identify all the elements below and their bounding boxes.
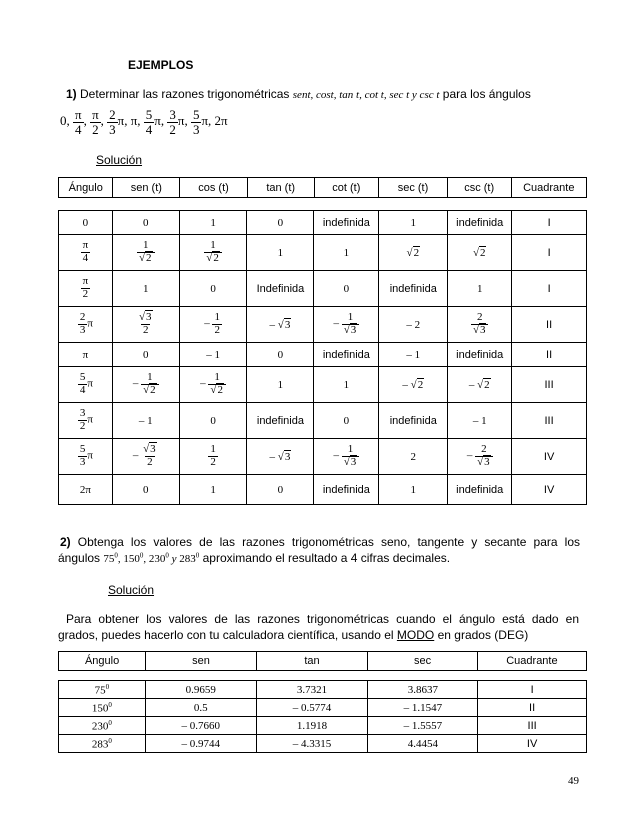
table2 — [58, 680, 587, 753]
page-number: 49 — [568, 775, 579, 787]
table-row: $\frac{2}{3}$ π $\frac{√3}{2}$ – $\frac{1}{2}$ – √3 – $\frac{1}{√3}$ – 2 $\frac{2}{√3}$ II — [59, 307, 587, 343]
table-row: 2π 0 1 0 indefinida 1 indefinida IV — [59, 475, 587, 505]
exercise-2-line2: ángulos $75^0$, $150^0$, $230^0$ y $283^0$ aproximando el resultado a 4 cifras decimales. — [58, 551, 451, 565]
col-header: tan (t) — [247, 178, 314, 198]
exercise-1-statement — [66, 87, 531, 101]
table-row: $\frac{\pi}{2}$ 1 0 Indefinida 0 indefinida 1 I — [59, 271, 587, 307]
table-row: $\frac{5}{3}$ π – $\frac{√3}{2}$ $\frac{1}{2}$ – √3 – $\frac{1}{√3}$ 2 – $\frac{2}{√3}$ IV — [59, 439, 587, 475]
exercise-number: 1) — [66, 87, 77, 101]
heading: EJEMPLOS — [128, 58, 194, 72]
table-row: $\frac{\pi}{4}$ $\frac{1}{√2}$ $\frac{1}{√2}$ 1 1 √2 √2 I — [59, 235, 587, 271]
mode-word: MODO — [396, 628, 435, 642]
angle-list: 0, $\frac{\pi}{4}$ , $\frac{\pi}{2}$ , $\frac{2}{3}$ π, π, $\frac{5}{4}$ π, $\frac{3}{2}$ π, $\frac{5}{3}$ π, 2π — [60, 107, 228, 137]
table-row: $\frac{5}{4}$ π – $\frac{1}{√2}$ – $\frac{1}{√2}$ 1 1 – √2 – √2 III — [59, 367, 587, 403]
paragraph-line2: grados, puedes hacerlo con tu calculadora científica, usando el MODO en grados (DEG) — [58, 628, 529, 642]
exercise-2-line1: 2) Obtenga los valores de las razones trigonométricas seno, tangente y secante para los — [60, 535, 580, 549]
table-row: $\frac{3}{2}$ π – 1 0 indefinida 0 indefinida – 1 III — [59, 403, 587, 439]
table-row: $150^0$ 0.5 – 0.5774 – 1.1547 II — [59, 699, 587, 717]
table-row: $230^0$ – 0.7660 1.1918 – 1.5557 III — [59, 717, 587, 735]
table-row: $75^0$ 0.9659 3.7321 3.8637 I — [59, 681, 587, 699]
col-header: Cuadrante — [477, 652, 586, 671]
table2-header — [58, 651, 587, 671]
exercise-text-end: para los ángulos — [442, 87, 531, 101]
col-header: sen — [146, 652, 257, 671]
table1 — [58, 210, 587, 505]
solution-label-2: Solución — [108, 583, 155, 597]
function-list: sent, cost, tan t, cot t, sec t y csc t — [292, 89, 440, 101]
col-header: cos (t) — [180, 178, 248, 198]
table-row: 0 0 1 0 indefinida 1 indefinida I — [59, 211, 587, 235]
col-header: tan — [256, 652, 368, 671]
paragraph-line1: Para obtener los valores de las razones trigonométricas cuando el ángulo está dado en — [66, 612, 579, 626]
col-header: sec (t) — [379, 178, 448, 198]
exercise-text: Determinar las razones trigonométricas — [80, 87, 290, 101]
col-header: sen (t) — [113, 178, 180, 198]
col-header: Ángulo — [59, 178, 113, 198]
solution-label-1: Solución — [96, 153, 143, 167]
table-row: π 0 – 1 0 indefinida – 1 indefinida II — [59, 343, 587, 367]
table-row: $283^0$ – 0.9744 – 4.3315 4.4454 IV — [59, 735, 587, 753]
col-header: Ángulo — [59, 652, 146, 671]
col-header: Cuadrante — [511, 178, 586, 198]
table1-header — [58, 177, 587, 198]
col-header: cot (t) — [314, 178, 379, 198]
col-header: csc (t) — [447, 178, 511, 198]
col-header: sec — [368, 652, 478, 671]
